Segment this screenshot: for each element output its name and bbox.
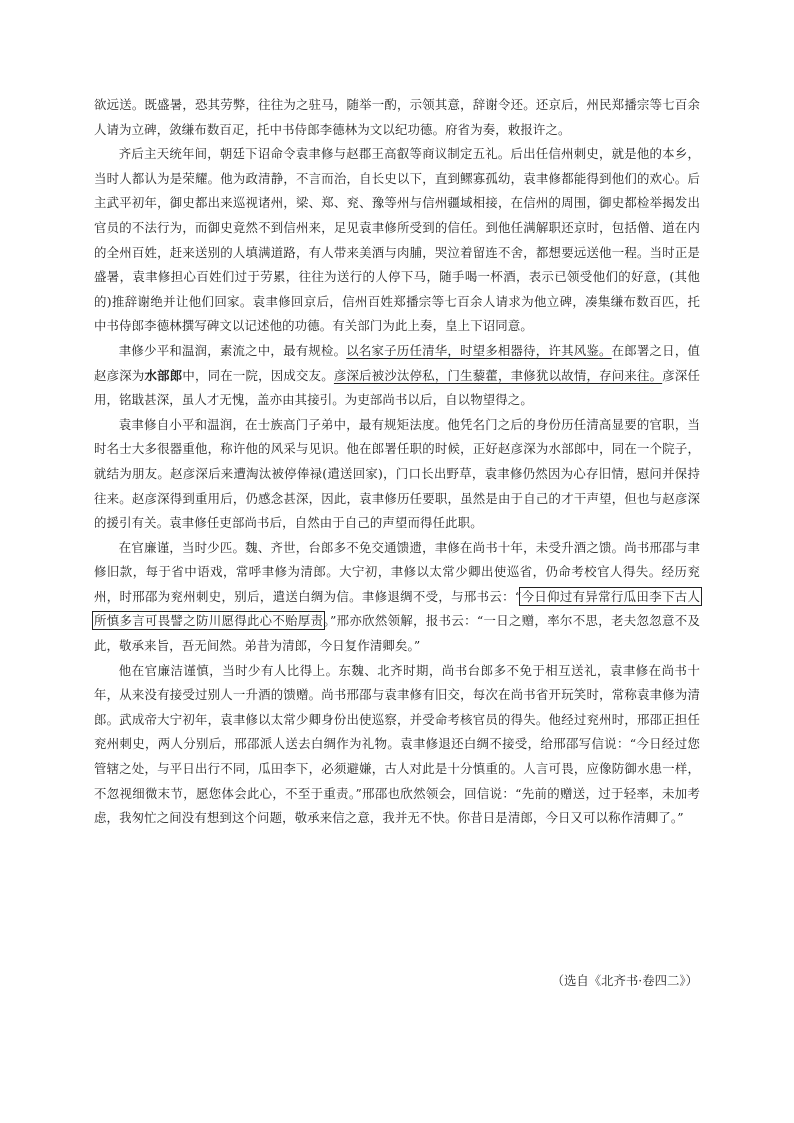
text-segment: 。”邢亦欣然领解，报书云：“一日之赠，率尔不思，老夫忽忽意不及此，敬承来旨，吾无间然。弟昔为清郎，今日复作清卿矣。” (94, 613, 701, 654)
paragraph-2-translation: 齐后主天统年间，朝廷下诏命令袁聿修与赵郡王高叡等商议制定五礼。后出任信州刺史，就是他的本乡，当时人都认为是荣耀。他为政清静，不言而治，自长史以下，直到鳏寡孤幼，袁聿修都能得到他们的欢心。后主武平初年，御史都出来巡视诸州，梁、郑、兖、豫等州与信州疆域相接，在信州的周围，御史都检举揭发出官员的不法行为，而御史竟然不到信州来，足见袁聿修所受到的信任。到他任满解职还京时，包括僧、道在内的全州百姓，赶来送别的人填满道路，有人带来美酒与肉脯，哭泣着留连不舍，都想要远送他一程。当时正是盛暑，袁聿修担心百姓们过于劳累，往往为送行的人停下马，随手喝一杯酒，表示已领受他们的好意，(其他的)推辞谢绝并让他们回家。袁聿修回京后，信州百姓郑播宗等七百余人请求为他立碑，凑集缣布数百匹，托中书侍郎李德林撰写碑文以记述他的功德。有关部门为此上奏，皇上下诏同意。 (94, 146, 700, 334)
text-segment: 中，同在一院，因成交友。 (182, 367, 334, 383)
paragraph-3-original (94, 339, 700, 413)
document-body (94, 93, 700, 831)
paragraph-5-original (94, 536, 700, 659)
paragraph-1-continued: 欲远送。既盛暑，恐其劳弊，往往为之驻马，随举一酌，示领其意，辞谢令还。还京后，州民郑播宗等七百余人请为立碑，敛缣布数百疋，托中书侍郎李德林为文以纪功德。府省为奏，敕报许之。 (94, 97, 700, 137)
boxed-passage: 今日仰过有异常行瓜田李下古人所慎多言可畏譬之防川愿得此心不贻厚责 (94, 588, 700, 629)
source-citation: （选自《北齐书·卷四二》） (551, 973, 698, 988)
text-segment: 彦深任用，铭戢甚深，虽人才无愧，盖亦由其接引。为吏部尚书以后，自以物望得之。 (94, 367, 700, 408)
paragraph-4-translation: 袁聿修自小平和温润，在士族高门子弟中，最有规矩法度。他凭名门之后的身份历任清高显要的官职，当时名士大多很器重他，称许他的风采与见识。他在郎署任职的时候，正好赵彦深为水部郎中，同在一个院子，就结为朋友。赵彦深后来遭淘汰被停俸禄(遣送回家)，门口长出野草，袁聿修仍然因为心存旧情，慰问并保持往来。赵彦深得到重用后，仍感念甚深，因此，袁聿修历任要职，虽然是由于自己的才干声望，但也与赵彦深的援引有关。袁聿修任吏部尚书后，自然由于自己的声望而得任此职。 (94, 416, 700, 531)
text-segment: 在官廉谨，当时少匹。魏、齐世，台郎多不免交通馈遗，聿修在尚书十年，未受升酒之馈。尚书邢邵与聿修旧款，每于省中语戏，常呼聿修为清郎。大宁初，聿修以太常少卿出使巡省，仍命考校官人得失。经历兖州，时邢邵为兖州刺史，别后，遣送白绸为信。聿修退绸不受，与邢书云：“ (94, 539, 700, 604)
underlined-sentence-1: 以名家子历任清华，时望多相器待，许其风鉴。 (346, 342, 612, 358)
underlined-sentence-2: 彦深后被沙汰停私，门生藜藿，聿修犹以故情，存问来往。 (333, 367, 663, 383)
bold-term: 水部郎 (144, 367, 183, 383)
paragraph-6-translation: 他在官廉洁谨慎，当时少有人比得上。东魏、北齐时期，尚书台郎多不免于相互送礼，袁聿修在尚书十年，从来没有接受过别人一升酒的馈赠。尚书邢邵与袁聿修有旧交，每次在尚书省开玩笑时，常称袁聿修为清郎。武成帝大宁初年，袁聿修以太常少卿身份出使巡察，并受命考核官员的得失。他经过兖州时，邢邵正担任兖州刺史，两人分别后，邢邵派人送去白绸作为礼物。袁聿修退还白绸不接受，给邢邵写信说：“今日经过您管辖之处，与平日出行不同，瓜田李下，必须避嫌，古人对此是十分慎重的。人言可畏，应像防御水患一样，不忽视细微末节，愿您体会此心，不至于重责。”邢邵也欣然领会，回信说：“先前的赠送，过于轻率，未加考虑，我匆忙之间没有想到这个问题，敬承来信之意，我并无不快。你昔日是清郎，今日又可以称作清卿了。” (94, 662, 700, 826)
text-segment: 在郎署之日，值赵彦深为 (94, 342, 701, 383)
text-segment: 聿修少平和温润，素流之中，最有规检。 (118, 342, 347, 358)
